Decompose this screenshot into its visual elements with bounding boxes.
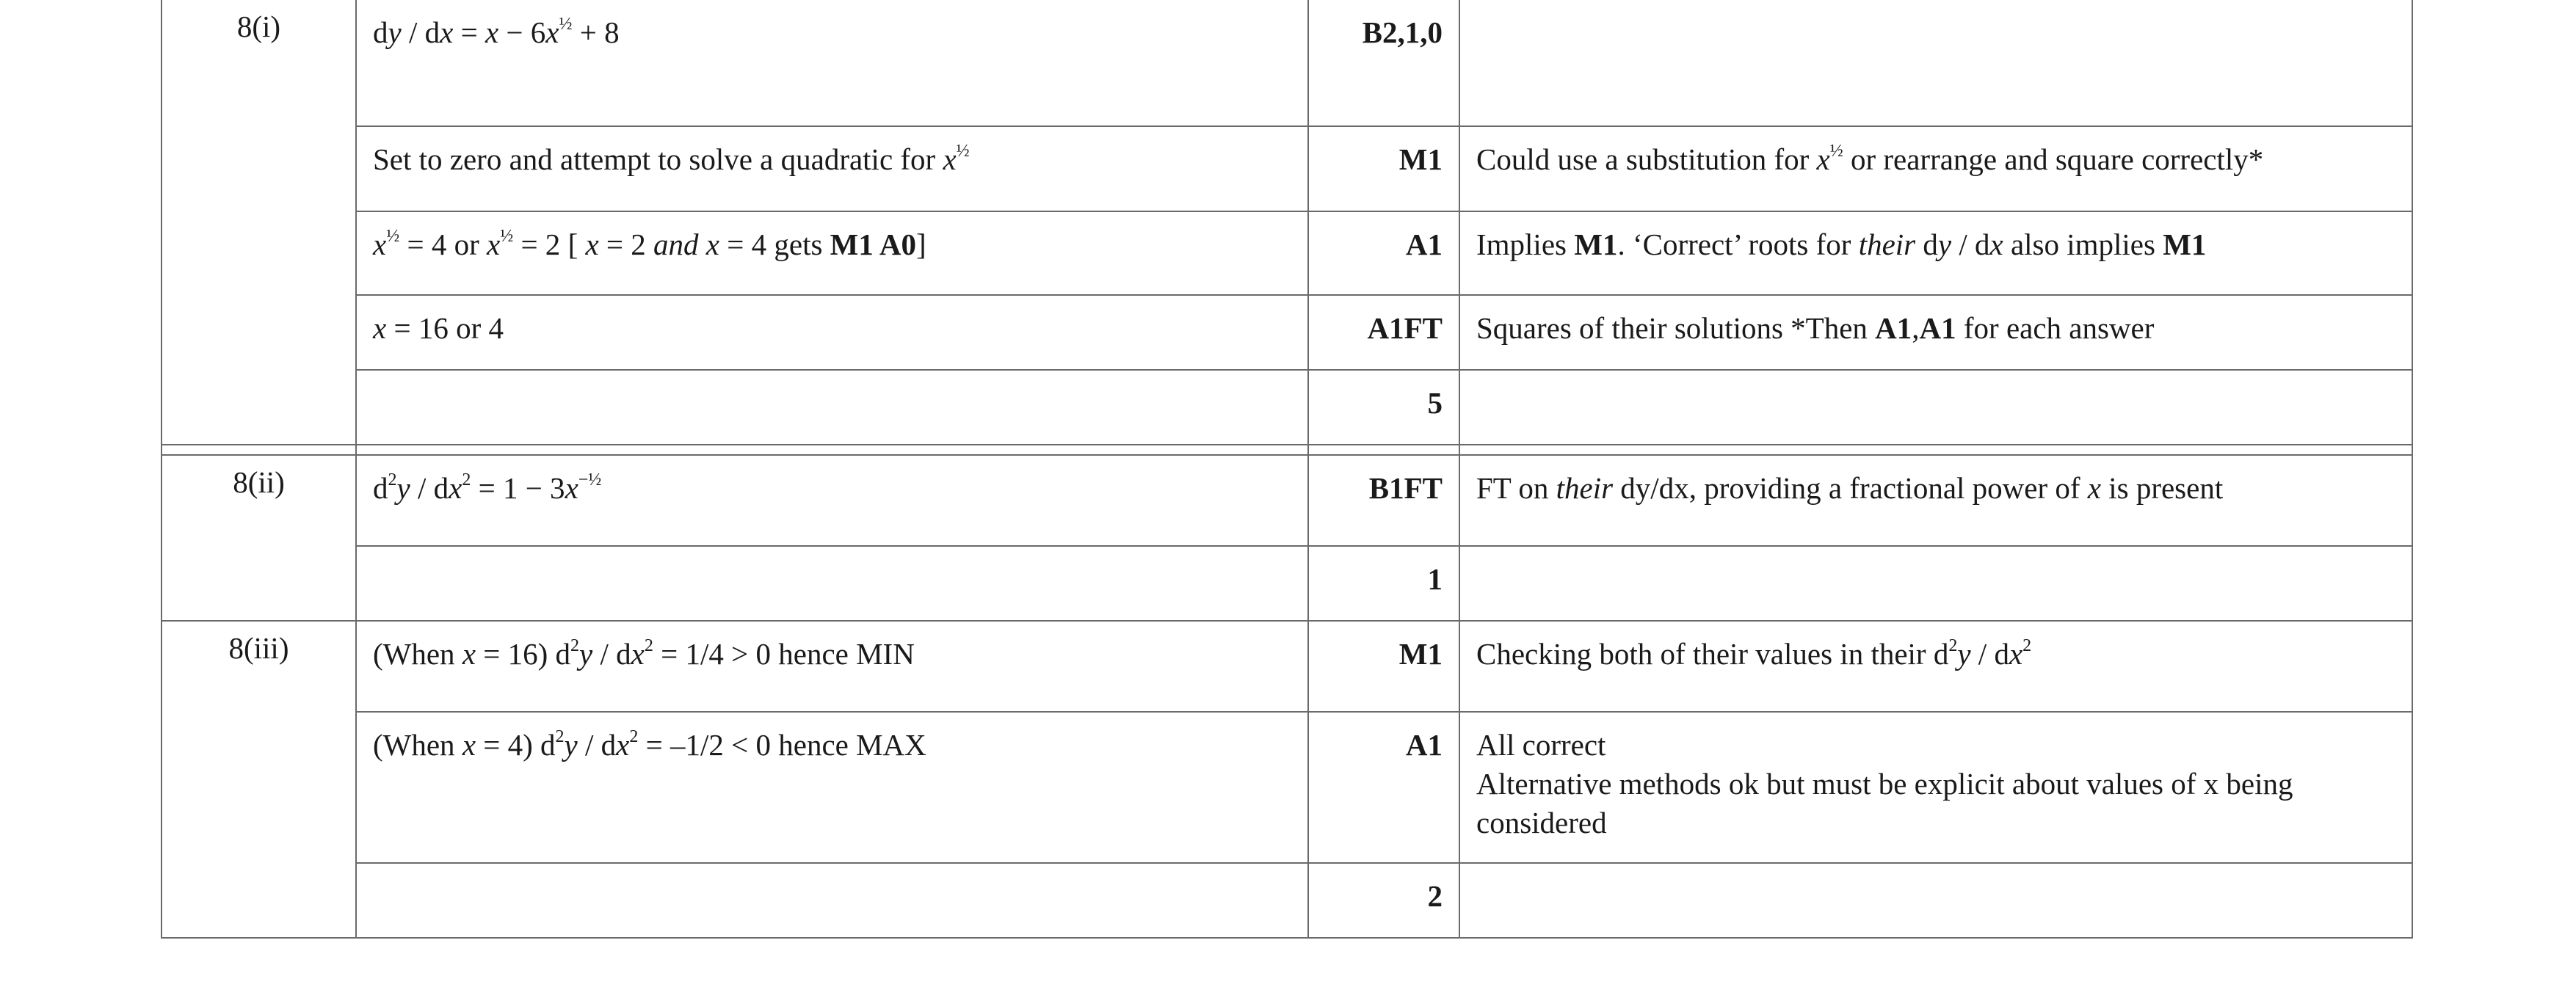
marks-total: 1 xyxy=(1308,546,1459,621)
guidance-cell xyxy=(1459,370,2412,445)
guidance-cell xyxy=(1459,712,2412,863)
question-label-8iii: 8(iii) xyxy=(162,621,356,938)
answer-cell: dy / dx = $x - 6x^{\frac{1}{2}} + 8$ xyxy=(356,0,1308,126)
marks-cell: M1 xyxy=(1308,126,1459,211)
question-label-8i: 8(i) xyxy=(162,0,356,445)
guidance-cell: Checking both of their values in their $d^2y / dx^2$ xyxy=(1459,621,2412,712)
marks-total: 2 xyxy=(1308,863,1459,938)
marks-cell: A1FT xyxy=(1308,295,1459,370)
guidance-line: All correct xyxy=(1476,728,1606,762)
guidance-cell xyxy=(1459,0,2412,126)
marks-cell: B1FT xyxy=(1308,455,1459,546)
answer-cell: $d^2y / dx^2 = 1 - 3x^{-\frac{1}{2}}$ xyxy=(356,455,1308,546)
guidance-cell: Implies M1. ‘Correct’ roots for their dy / dx also implies M1 xyxy=(1459,211,2412,295)
guidance-cell: Could use a substitution for $x^{\frac{1}{2}}$ or rearrange and square correctly* xyxy=(1459,126,2412,211)
marks-cell: A1 xyxy=(1308,712,1459,863)
answer-cell xyxy=(356,546,1308,621)
section-divider xyxy=(162,445,2412,455)
answer-cell xyxy=(356,370,1308,445)
marks-cell: B2,1,0 xyxy=(1308,0,1459,126)
answer-cell: (When x = 4) $d^2y / dx^2 = -1/2 < 0$ hence MAX xyxy=(356,712,1308,863)
mark-scheme-table xyxy=(161,0,2413,939)
marks-cell: A1 xyxy=(1308,211,1459,295)
guidance-cell: Squares of their solutions *Then A1,A1 for each answer xyxy=(1459,295,2412,370)
guidance-cell: FT on their dy/dx, providing a fractional power of x is present xyxy=(1459,455,2412,546)
marks-cell: M1 xyxy=(1308,621,1459,712)
answer-cell: $x^{\frac{1}{2}} = 4$ or $x^{\frac{1}{2}} = 2$ [ x = 2 and x = 4 gets M1 A0] xyxy=(356,211,1308,295)
answer-cell: x = 16 or 4 xyxy=(356,295,1308,370)
answer-cell: (When x = 16) $d^2y / dx^2 = 1/4 > 0$ hence MIN xyxy=(356,621,1308,712)
answer-cell xyxy=(356,863,1308,938)
guidance-cell xyxy=(1459,546,2412,621)
guidance-cell xyxy=(1459,863,2412,938)
guidance-line: Alternative methods ok but must be explicit about values of x being considered xyxy=(1476,767,2293,839)
question-label-8ii: 8(ii) xyxy=(162,455,356,621)
marks-total: 5 xyxy=(1308,370,1459,445)
answer-cell: Set to zero and attempt to solve a quadratic for $x^{\frac{1}{2}}$ xyxy=(356,126,1308,211)
